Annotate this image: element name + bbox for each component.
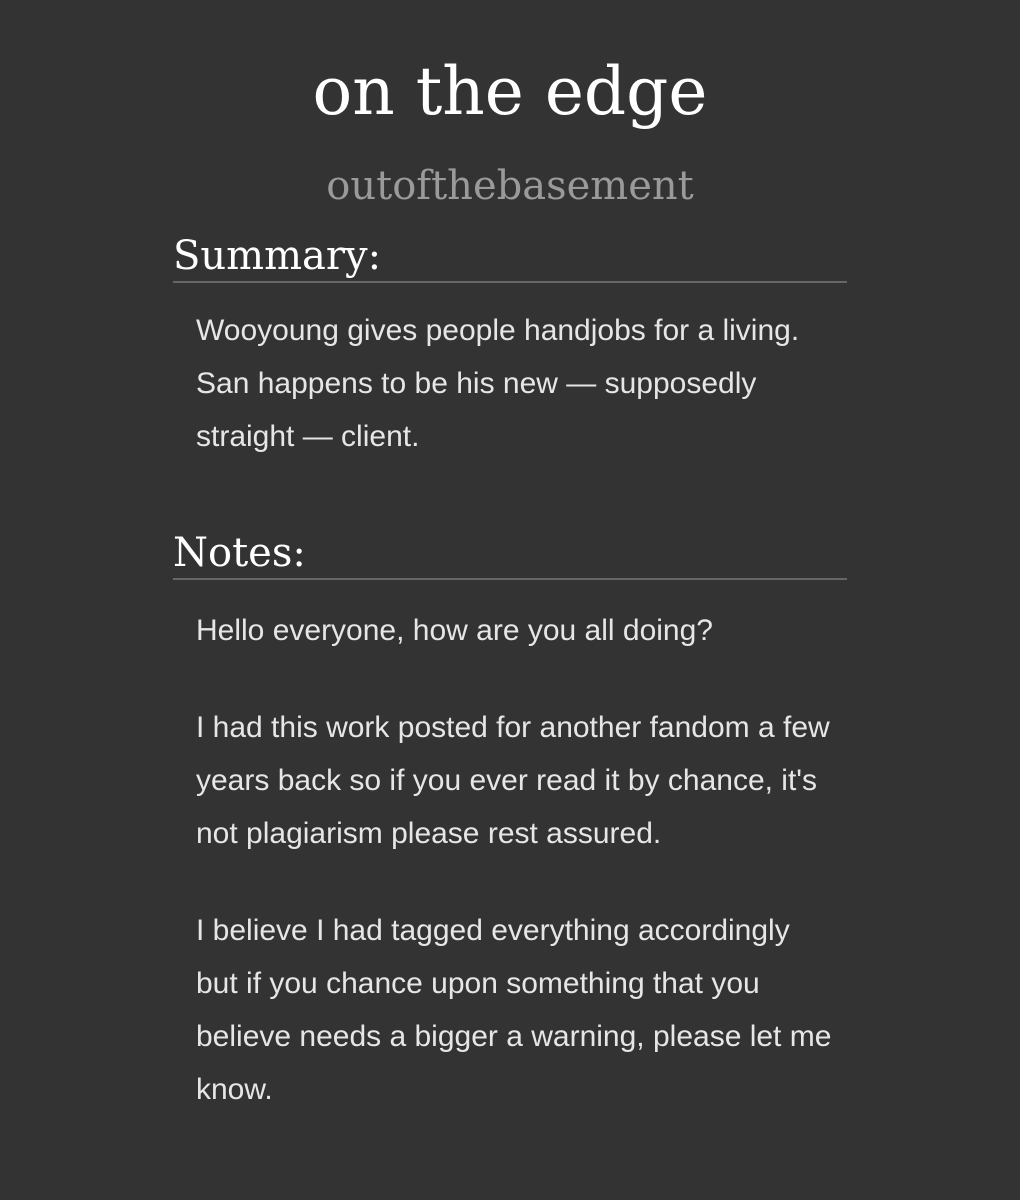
summary-text-block xyxy=(196,304,836,463)
work-author-link[interactable]: outofthebasement xyxy=(326,163,694,209)
notes-paragraph: I had this work posted for another fandom a few years back so if you ever read it by chance, it's not plagiarism please rest assured. xyxy=(196,711,830,850)
notes-paragraph: I believe I had tagged everything accordingly but if you chance upon something that you believe needs a bigger a warning, please let me know. xyxy=(196,914,832,1106)
work-title: on the edge xyxy=(312,53,708,130)
notes-paragraph: Hello everyone, how are you all doing? xyxy=(196,614,713,647)
notes-text-block xyxy=(196,604,836,1116)
summary-heading: Summary: xyxy=(173,231,847,283)
summary-paragraph: Wooyoung gives people handjobs for a living. San happens to be his new — supposedly straight — client. xyxy=(196,314,800,453)
notes-heading: Notes: xyxy=(173,528,847,580)
